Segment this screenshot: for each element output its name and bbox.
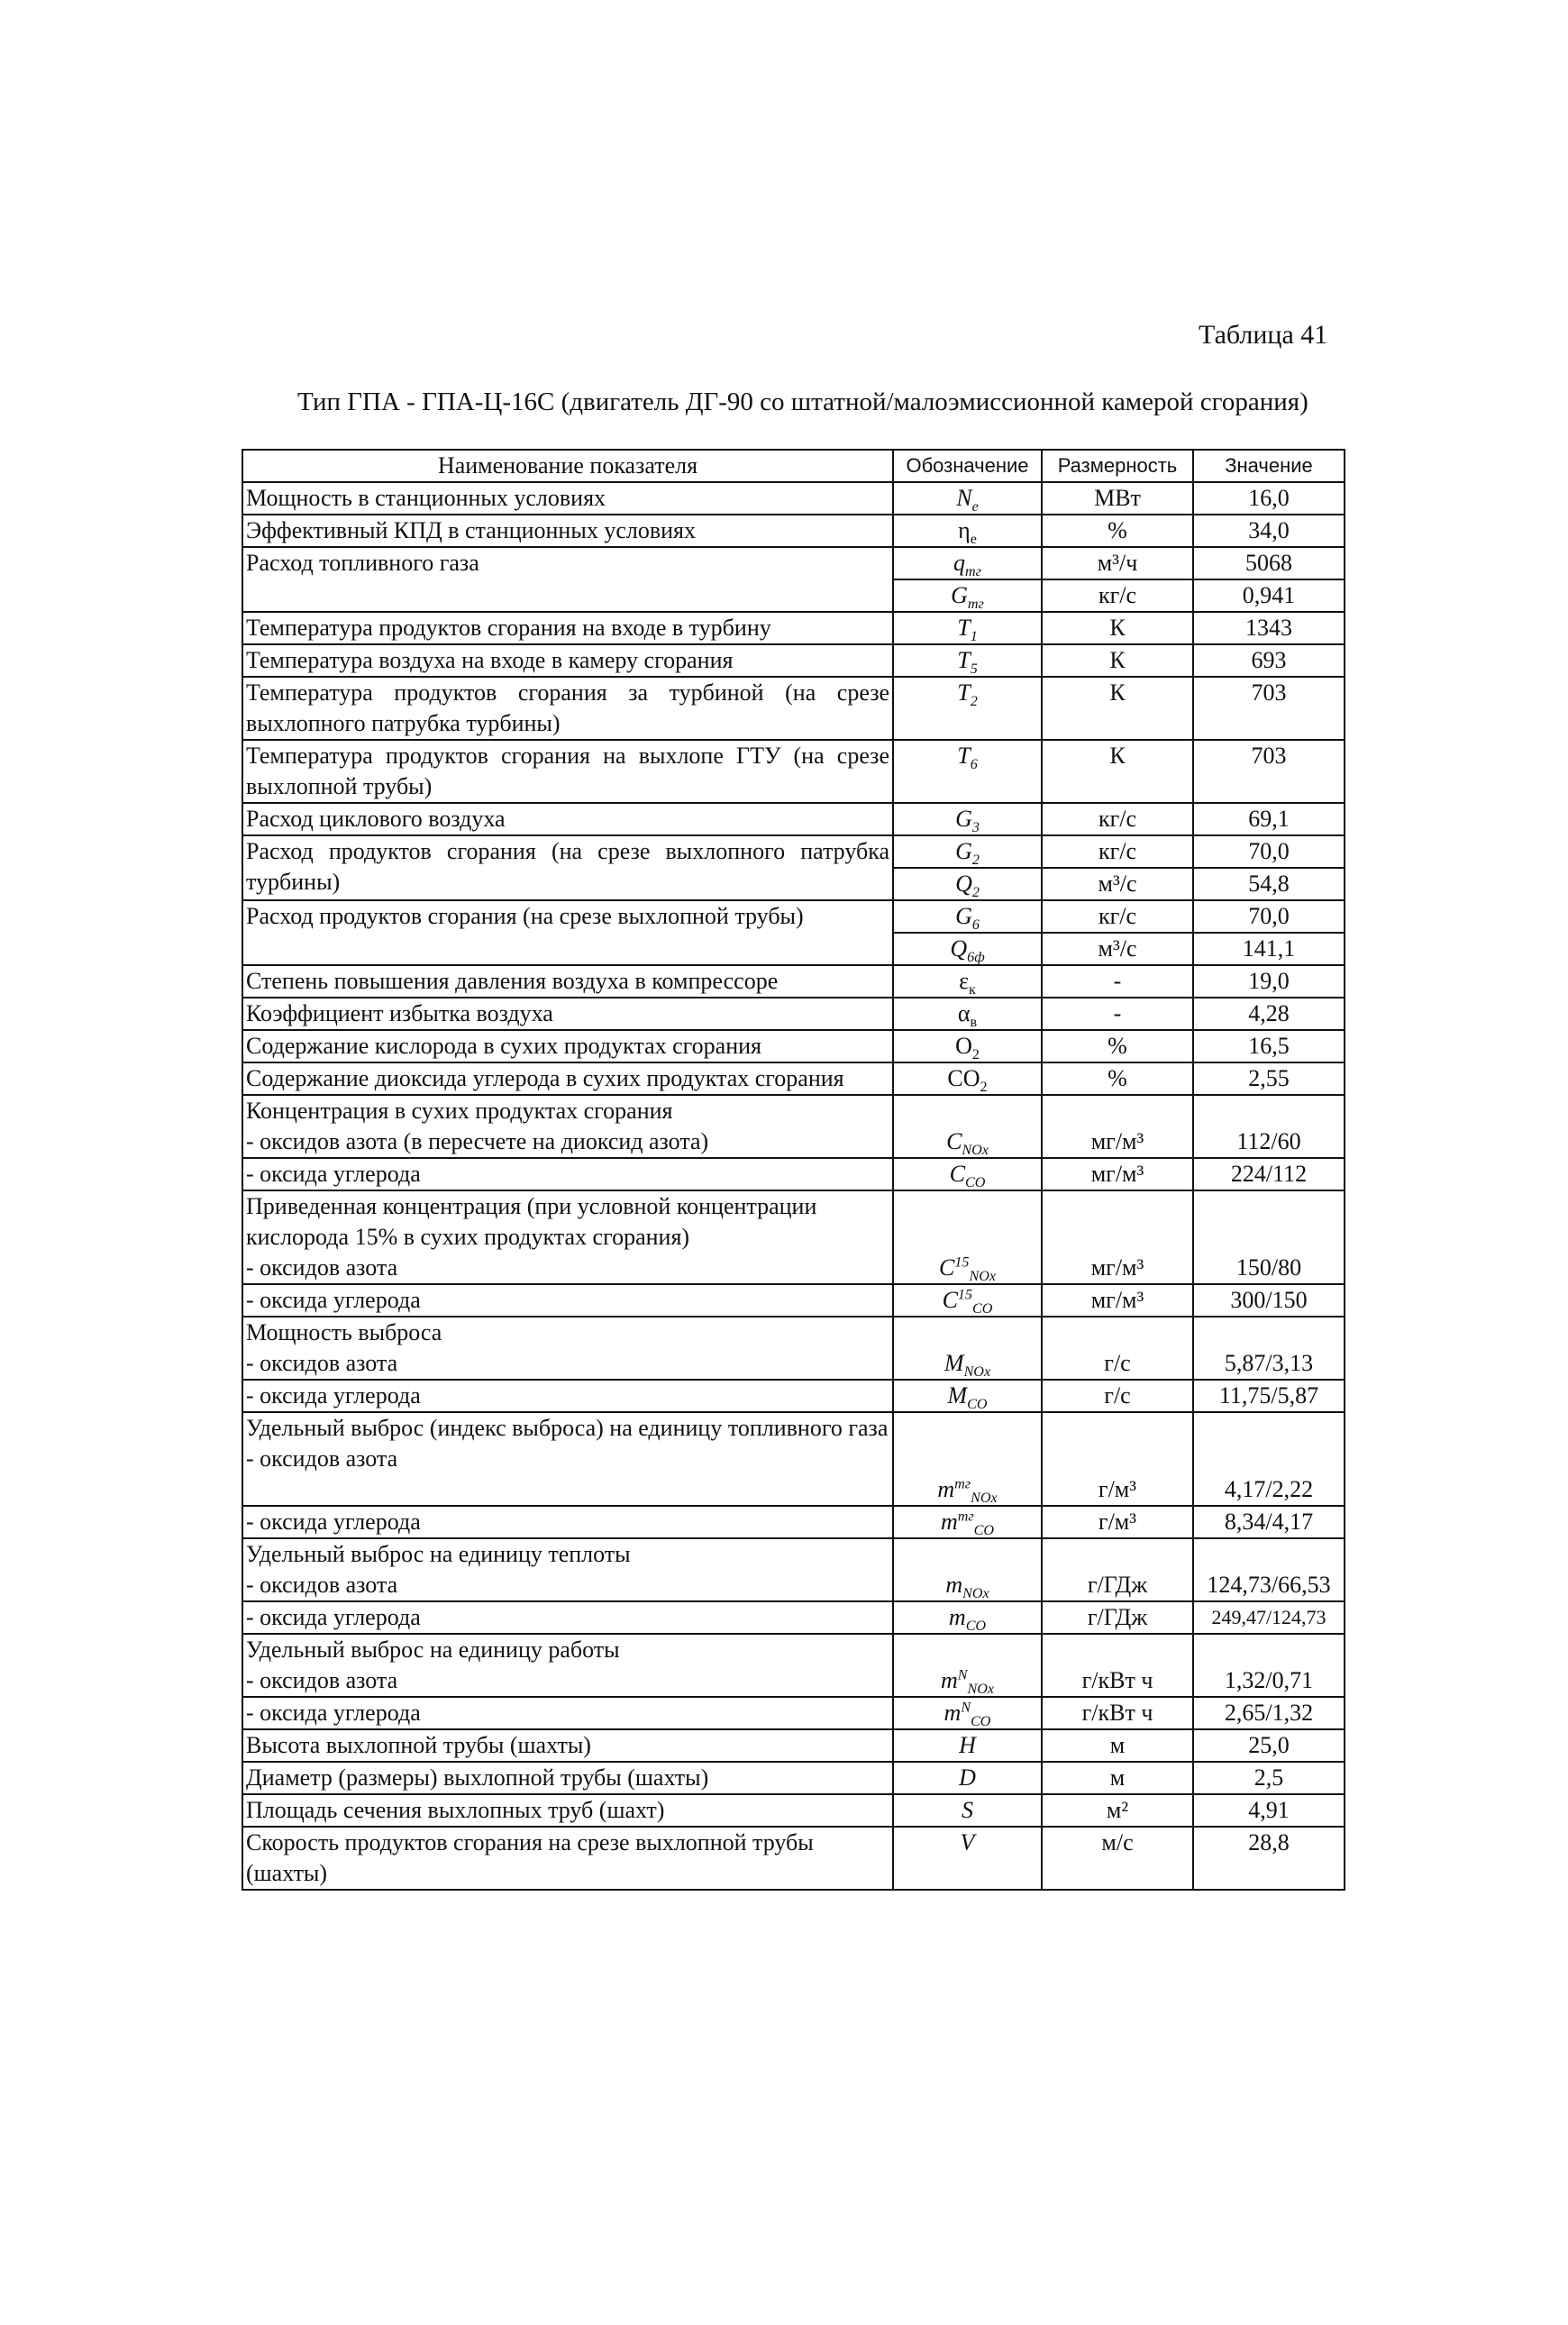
row-name: Расход продуктов сгорания (на срезе выхлопного патрубка турбины) xyxy=(242,835,893,900)
row-symbol: $m_{NOx}$ xyxy=(893,1538,1042,1601)
row-name: Диаметр (размеры) выхлопной трубы (шахты) xyxy=(242,1762,893,1794)
row-subitem: - оксидов азота xyxy=(246,1667,398,1693)
row-unit: м² xyxy=(1042,1794,1193,1827)
row-value: 112/60 xyxy=(1193,1095,1345,1158)
table-row xyxy=(242,1506,1345,1538)
row-subitem: - оксидов азота xyxy=(246,1445,398,1472)
row-group-heading: Мощность выброса xyxy=(246,1319,442,1345)
row-symbol: $CO_2$ xyxy=(893,1062,1042,1095)
row-value: 5068 xyxy=(1193,547,1345,579)
row-symbol: $m^{тг}_{CO}$ xyxy=(893,1506,1042,1538)
column-header-symbol: Обозначение xyxy=(893,450,1042,482)
row-value: 69,1 xyxy=(1193,803,1345,835)
row-unit: К xyxy=(1042,612,1193,644)
row-symbol: $C_{CO}$ xyxy=(893,1158,1042,1190)
column-header-value: Значение xyxy=(1193,450,1345,482)
row-name: Содержание кислорода в сухих продуктах сгорания xyxy=(242,1030,893,1062)
table-title: Тип ГПА - ГПА-Ц-16С (двигатель ДГ-90 со штатной/малоэмиссионной камерой сгорания) xyxy=(297,388,1308,416)
row-symbol: $m^{тг}_{NOx}$ xyxy=(893,1412,1042,1506)
row-value: 1,32/0,71 xyxy=(1193,1634,1345,1697)
row-unit: - xyxy=(1042,998,1193,1030)
table-row xyxy=(242,1697,1345,1729)
row-symbol: $N_е$ xyxy=(893,482,1042,515)
row-name: Мощность в станционных условиях xyxy=(242,482,893,515)
row-unit: мг/м³ xyxy=(1042,1284,1193,1317)
row-symbol: $G_{тг}$ xyxy=(893,579,1042,612)
table-row xyxy=(242,1190,1345,1284)
row-value: 54,8 xyxy=(1193,868,1345,900)
row-group-heading: Удельный выброс на единицу работы xyxy=(246,1637,620,1663)
row-symbol: $M_{NOx}$ xyxy=(893,1317,1042,1380)
table-row xyxy=(242,1380,1345,1412)
row-name: Высота выхлопной трубы (шахты) xyxy=(242,1729,893,1762)
row-unit: мг/м³ xyxy=(1042,1158,1193,1190)
table-row xyxy=(242,965,1345,998)
row-value: 141,1 xyxy=(1193,933,1345,965)
row-value: 1343 xyxy=(1193,612,1345,644)
row-symbol: $M_{CO}$ xyxy=(893,1380,1042,1412)
row-unit: г/м³ xyxy=(1042,1506,1193,1538)
row-symbol: $G_6$ xyxy=(893,900,1042,933)
row-unit: м xyxy=(1042,1729,1193,1762)
row-unit: г/м³ xyxy=(1042,1412,1193,1506)
row-symbol: $C_{NOx}$ xyxy=(893,1095,1042,1158)
row-name xyxy=(242,1095,893,1158)
row-value: 19,0 xyxy=(1193,965,1345,998)
row-unit: К xyxy=(1042,644,1193,677)
row-value: 693 xyxy=(1193,644,1345,677)
row-symbol: D xyxy=(893,1762,1042,1794)
row-name xyxy=(242,1634,893,1697)
row-unit: м/с xyxy=(1042,1827,1193,1890)
table-number: Таблица 41 xyxy=(1199,320,1328,350)
row-subitem: - оксида углерода xyxy=(242,1284,893,1317)
row-symbol: $q_{тг}$ xyxy=(893,547,1042,579)
table-row xyxy=(242,482,1345,515)
row-value: 11,75/5,87 xyxy=(1193,1380,1345,1412)
row-name: Расход топливного газа xyxy=(242,547,893,612)
row-value: 249,47/124,73 xyxy=(1193,1601,1345,1634)
row-value: 703 xyxy=(1193,740,1345,803)
row-value: 2,65/1,32 xyxy=(1193,1697,1345,1729)
row-symbol: $\eta_е$ xyxy=(893,515,1042,547)
table-row xyxy=(242,547,1345,579)
row-unit: г/кВт ч xyxy=(1042,1634,1193,1697)
table-row xyxy=(242,1634,1345,1697)
row-unit: м xyxy=(1042,1762,1193,1794)
row-symbol: $O_2$ xyxy=(893,1030,1042,1062)
row-value: 70,0 xyxy=(1193,835,1345,868)
row-unit: г/кВт ч xyxy=(1042,1697,1193,1729)
table-row xyxy=(242,1095,1345,1158)
row-group-heading: Приведенная концентрация (при условной концентрации кислорода 15% в сухих продуктах сгорания) xyxy=(246,1193,817,1250)
row-name: Расход циклового воздуха xyxy=(242,803,893,835)
row-symbol: $m_{CO}$ xyxy=(893,1601,1042,1634)
row-value: 4,28 xyxy=(1193,998,1345,1030)
column-header-name: Наименование показателя xyxy=(242,450,893,482)
row-symbol: $G_2$ xyxy=(893,835,1042,868)
row-symbol: $Q_{6ф}$ xyxy=(893,933,1042,965)
parameters-table xyxy=(242,449,1345,1891)
row-subitem: - оксида углерода xyxy=(242,1506,893,1538)
row-symbol: $C^{15}_{NOx}$ xyxy=(893,1190,1042,1284)
row-value: 2,55 xyxy=(1193,1062,1345,1095)
row-value: 4,91 xyxy=(1193,1794,1345,1827)
row-name xyxy=(242,1538,893,1601)
row-unit: % xyxy=(1042,1030,1193,1062)
row-unit: м³/ч xyxy=(1042,547,1193,579)
row-group-heading: Удельный выброс (индекс выброса) на единицу топливного газа xyxy=(246,1415,889,1441)
row-value: 300/150 xyxy=(1193,1284,1345,1317)
row-subitem: - оксида углерода xyxy=(242,1601,893,1634)
table-row xyxy=(242,1538,1345,1601)
row-subitem: - оксида углерода xyxy=(242,1158,893,1190)
row-unit: г/ГДж xyxy=(1042,1601,1193,1634)
row-name: Коэффициент избытка воздуха xyxy=(242,998,893,1030)
row-unit: кг/с xyxy=(1042,579,1193,612)
row-subitem: - оксидов азота (в пересчете на диоксид азота) xyxy=(246,1128,709,1154)
table-row xyxy=(242,998,1345,1030)
row-value: 28,8 xyxy=(1193,1827,1345,1890)
row-name: Площадь сечения выхлопных труб (шахт) xyxy=(242,1794,893,1827)
row-name: Температура продуктов сгорания на выхлопе ГТУ (на срезе выхлопной трубы) xyxy=(242,740,893,803)
row-symbol: S xyxy=(893,1794,1042,1827)
table-row xyxy=(242,515,1345,547)
row-unit: м³/с xyxy=(1042,868,1193,900)
table-row xyxy=(242,1729,1345,1762)
row-name: Содержание диоксида углерода в сухих продуктах сгорания xyxy=(242,1062,893,1095)
table-row xyxy=(242,803,1345,835)
row-subitem: - оксидов азота xyxy=(246,1350,398,1376)
row-symbol: $T_1$ xyxy=(893,612,1042,644)
row-value: 25,0 xyxy=(1193,1729,1345,1762)
row-name xyxy=(242,1190,893,1284)
row-value: 8,34/4,17 xyxy=(1193,1506,1345,1538)
table-row xyxy=(242,612,1345,644)
row-unit: м³/с xyxy=(1042,933,1193,965)
row-unit: % xyxy=(1042,1062,1193,1095)
row-value: 224/112 xyxy=(1193,1158,1345,1190)
table-row xyxy=(242,1412,1345,1506)
row-unit: г/ГДж xyxy=(1042,1538,1193,1601)
row-symbol: V xyxy=(893,1827,1042,1890)
table-row xyxy=(242,1284,1345,1317)
row-name xyxy=(242,1317,893,1380)
row-value: 2,5 xyxy=(1193,1762,1345,1794)
row-unit: г/с xyxy=(1042,1380,1193,1412)
row-value: 703 xyxy=(1193,677,1345,740)
row-symbol: $\alpha_в$ xyxy=(893,998,1042,1030)
table-row xyxy=(242,1317,1345,1380)
row-unit: К xyxy=(1042,740,1193,803)
row-unit: кг/с xyxy=(1042,803,1193,835)
row-symbol: $G_3$ xyxy=(893,803,1042,835)
row-subitem: - оксидов азота xyxy=(246,1572,398,1598)
row-symbol: $m^N_{CO}$ xyxy=(893,1697,1042,1729)
row-symbol: $m^N_{NOx}$ xyxy=(893,1634,1042,1697)
row-group-heading: Концентрация в сухих продуктах сгорания xyxy=(246,1098,673,1124)
row-name: Степень повышения давления воздуха в компрессоре xyxy=(242,965,893,998)
row-name: Эффективный КПД в станционных условиях xyxy=(242,515,893,547)
table-row xyxy=(242,1158,1345,1190)
row-value: 5,87/3,13 xyxy=(1193,1317,1345,1380)
row-name: Температура продуктов сгорания на входе в турбину xyxy=(242,612,893,644)
table-row xyxy=(242,740,1345,803)
row-name: Температура продуктов сгорания за турбиной (на срезе выхлопного патрубка турбины) xyxy=(242,677,893,740)
row-symbol: $C^{15}_{CO}$ xyxy=(893,1284,1042,1317)
row-unit: К xyxy=(1042,677,1193,740)
table-row xyxy=(242,677,1345,740)
row-value: 4,17/2,22 xyxy=(1193,1412,1345,1506)
table-row xyxy=(242,1762,1345,1794)
row-name: Расход продуктов сгорания (на срезе выхлопной трубы) xyxy=(242,900,893,965)
row-symbol: $T_5$ xyxy=(893,644,1042,677)
row-unit: кг/с xyxy=(1042,900,1193,933)
row-unit: мг/м³ xyxy=(1042,1095,1193,1158)
column-header-unit: Размерность xyxy=(1042,450,1193,482)
row-symbol: $\varepsilon_к$ xyxy=(893,965,1042,998)
row-unit: кг/с xyxy=(1042,835,1193,868)
table-row xyxy=(242,900,1345,933)
row-symbol: $T_6$ xyxy=(893,740,1042,803)
row-symbol: $T_2$ xyxy=(893,677,1042,740)
row-subitem: - оксида углерода xyxy=(242,1697,893,1729)
row-value: 16,0 xyxy=(1193,482,1345,515)
table-row xyxy=(242,1030,1345,1062)
row-unit: г/с xyxy=(1042,1317,1193,1380)
row-name: Температура воздуха на входе в камеру сгорания xyxy=(242,644,893,677)
row-value: 150/80 xyxy=(1193,1190,1345,1284)
row-symbol: $Q_2$ xyxy=(893,868,1042,900)
row-name xyxy=(242,1412,893,1506)
row-group-heading: Удельный выброс на единицу теплоты xyxy=(246,1541,631,1567)
table-row xyxy=(242,644,1345,677)
row-subitem: - оксида углерода xyxy=(242,1380,893,1412)
row-value: 34,0 xyxy=(1193,515,1345,547)
table-row xyxy=(242,835,1345,868)
row-unit: - xyxy=(1042,965,1193,998)
row-value: 16,5 xyxy=(1193,1030,1345,1062)
row-unit: % xyxy=(1042,515,1193,547)
table-header-row xyxy=(242,450,1345,482)
row-value: 0,941 xyxy=(1193,579,1345,612)
row-unit: МВт xyxy=(1042,482,1193,515)
table-row xyxy=(242,1062,1345,1095)
row-value: 124,73/66,53 xyxy=(1193,1538,1345,1601)
table-row xyxy=(242,1601,1345,1634)
table-row xyxy=(242,1794,1345,1827)
row-subitem: - оксидов азота xyxy=(246,1254,398,1281)
row-value: 70,0 xyxy=(1193,900,1345,933)
table-row xyxy=(242,1827,1345,1890)
row-unit: мг/м³ xyxy=(1042,1190,1193,1284)
row-name: Скорость продуктов сгорания на срезе выхлопной трубы (шахты) xyxy=(242,1827,893,1890)
row-symbol: H xyxy=(893,1729,1042,1762)
